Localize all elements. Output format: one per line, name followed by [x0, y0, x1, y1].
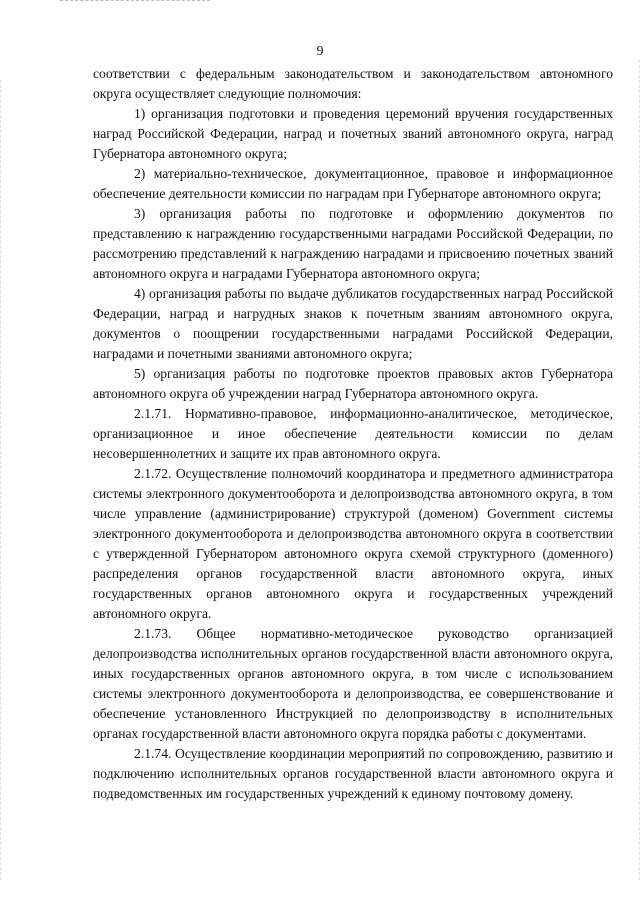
paragraph: 2) материально-техническое, документационное, правовое и информационное обеспечение деятельности комиссии по наградам при Губернаторе автономного округа;: [93, 166, 613, 201]
paragraph: 4) организация работы по выдаче дубликатов государственных наград Российской Федерации, наград и нагрудных знаков к почетным званиям автономного округа, документов о поощрении государственными наградами Российской Федерации, наградами и почетными званиями автономного округа;: [93, 286, 613, 361]
page-number: 9: [316, 44, 324, 59]
paragraph: 2.1.72. Осуществление полномочий координатора и предметного администратора системы электронного документооборота и делопроизводства автономного округа, в том числе управление (администрирование) структурой (доменом) Government системы электронного документооборота и делопроизводства автономного округа в соответствии с утвержденной Губернатором автономного округа схемой структурного (доменного) распределения органов государственной власти автономного округа, иных государственных органов автономного округа и государственных учреждений автономного округа.: [93, 466, 613, 621]
paragraph: соответствии с федеральным законодательством и законодательством автономного округа осуществляет следующие полномочия:: [93, 66, 613, 101]
paragraph: 2.1.74. Осуществление координации мероприятий по сопровождению, развитию и подключению исполнительных органов государственной власти автономного округа и подведомственных им государственных учреждений к единому почтовому домену.: [93, 746, 613, 801]
document-body: [93, 64, 613, 804]
scan-edge-left: [0, 80, 3, 880]
scan-edge-top: [60, 0, 210, 3]
paragraph: 2.1.73. Общее нормативно-методическое руководство организацией делопроизводства исполнительных органов государственной власти автономного округа, иных государственных органов автономного округа, в том числе с использованием системы электронного документооборота и делопроизводства, ее совершенствование и обеспечение установленного Инструкцией по делопроизводству в исполнительных органах государственной власти автономного округа порядка работы с документами.: [93, 626, 613, 741]
paragraph: 3) организация работы по подготовке и оформлению документов по представлению к награждению государственными наградами Российской Федерации, по рассмотрению представлений к награждению наградами и присвоению почетных званий автономного округа и наградами Губернатора автономного округа;: [93, 206, 613, 281]
paragraph: 5) организация работы по подготовке проектов правовых актов Губернатора автономного округа об учреждении наград Губернатора автономного округа.: [93, 366, 613, 401]
paragraph: 1) организация подготовки и проведения церемоний вручения государственных наград Российской Федерации, наград и почетных званий автономного округа, наград Губернатора автономного округа;: [93, 106, 613, 161]
paragraph: 2.1.71. Нормативно-правовое, информационно-аналитическое, методическое, организационное и иное обеспечение деятельности комиссии по делам несовершеннолетних и защите их прав автономного округа.: [93, 406, 613, 461]
